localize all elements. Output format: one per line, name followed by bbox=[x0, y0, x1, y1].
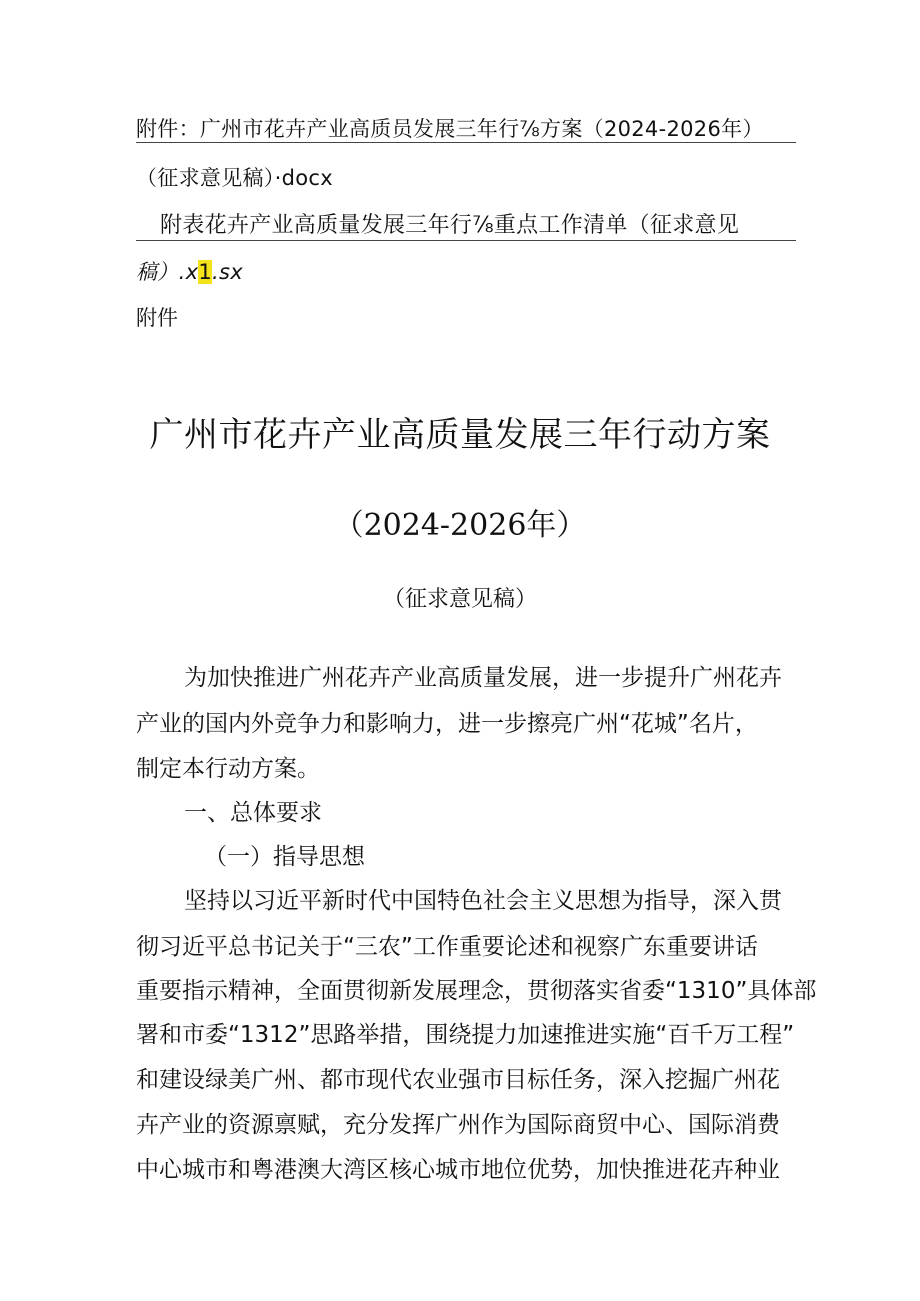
paragraph-line: 制定本行动方案。 bbox=[136, 756, 320, 782]
document-title: 广州市花卉产业高质量发展三年行动方案 bbox=[149, 415, 771, 455]
attachment-label: 附件 bbox=[136, 306, 178, 330]
paragraph-line: 坚持以习近平新时代中国特色社会主义思想为指导，深入贯 bbox=[184, 888, 782, 914]
document-years: （2024-2026年） bbox=[333, 508, 587, 543]
attachment-link-plan-docx-cont[interactable]: （征求意见稿）·docx bbox=[136, 166, 333, 190]
paragraph-line: 署和市委“1312”思路举措，围绕提力加速推进实施“百千万工程” bbox=[136, 1022, 795, 1048]
paragraph-line: 重要指示精神，全面贯彻新发展理念，贯彻落实省委“1310”具体部 bbox=[136, 978, 817, 1004]
attachment-underline bbox=[136, 142, 796, 143]
paragraph-line: 彻习近平总书记关于“三农”工作重要论述和视察广东重要讲话 bbox=[136, 934, 758, 960]
paragraph-line: 中心城市和粤港澳大湾区核心城市地位优势，加快推进花卉种业 bbox=[136, 1157, 780, 1183]
attachment-underline bbox=[136, 240, 796, 241]
subsection-heading: （一）指导思想 bbox=[204, 844, 365, 870]
paragraph-line: 卉产业的资源禀赋，充分发挥广州作为国际商贸中心、国际消费 bbox=[136, 1112, 780, 1138]
section-heading: 一、总体要求 bbox=[184, 800, 322, 826]
document-draft-note: （征求意见稿） bbox=[382, 587, 537, 612]
paragraph-line: 产业的国内外竞争力和影响力，进一步擦亮广州“花城”名片， bbox=[136, 711, 758, 737]
attachment-link-worklist-xlsx[interactable]: 附表花卉产业高质量发展三年行⅞重点工作清单（征求意见 bbox=[160, 213, 740, 238]
attachment-link-plan-docx[interactable]: 附件：广州市花卉产业高质员发展三年行⅞方案（2024-2026年） bbox=[136, 117, 764, 141]
paragraph-line: 为加快推进广州花卉产业高质量发展，进一步提升广州花卉 bbox=[184, 665, 782, 691]
highlighted-character: 1 bbox=[198, 260, 212, 284]
attachment-text: 稿）.x bbox=[136, 260, 199, 284]
attachment-text: .sx bbox=[211, 260, 243, 284]
paragraph-line: 和建设绿美广州、都市现代农业强市目标任务，深入挖掘广州花 bbox=[136, 1067, 780, 1093]
attachment-link-worklist-xlsx-cont[interactable] bbox=[136, 258, 243, 286]
